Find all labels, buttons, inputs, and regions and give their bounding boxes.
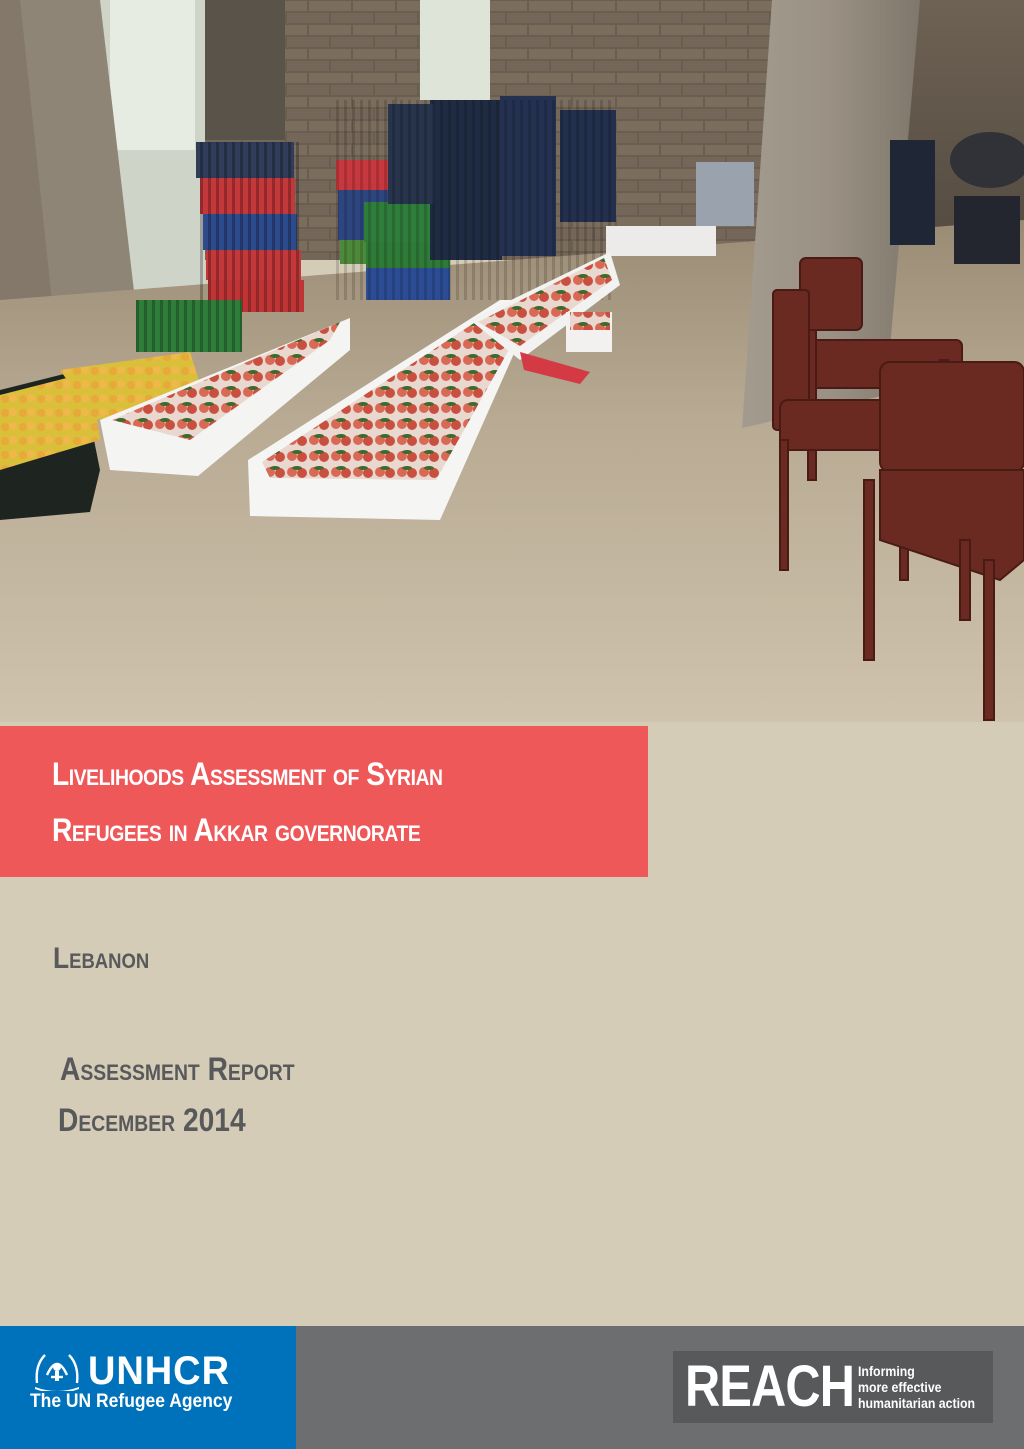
cover-photo	[0, 0, 1024, 722]
reach-tagline-3: humanitarian action	[858, 1395, 976, 1411]
report-date: December 2014	[58, 1102, 246, 1138]
reach-wordmark: REACH	[685, 1354, 855, 1419]
report-title-line-2: Refugees in Akkar governorate	[52, 812, 421, 848]
unhcr-tagline: The UN Refugee Agency	[30, 1391, 233, 1412]
report-title-line-1: Livelihoods Assessment of Syrian	[52, 756, 443, 792]
country-label: Lebanon	[53, 942, 150, 975]
reach-tagline-1: Informing	[858, 1363, 915, 1379]
reach-tagline-2: more effective	[858, 1379, 942, 1395]
unhcr-emblem-icon	[31, 1347, 83, 1391]
title-banner	[0, 726, 648, 877]
report-type: Assessment Report	[60, 1051, 295, 1087]
unhcr-wordmark: UNHCR	[88, 1349, 230, 1393]
